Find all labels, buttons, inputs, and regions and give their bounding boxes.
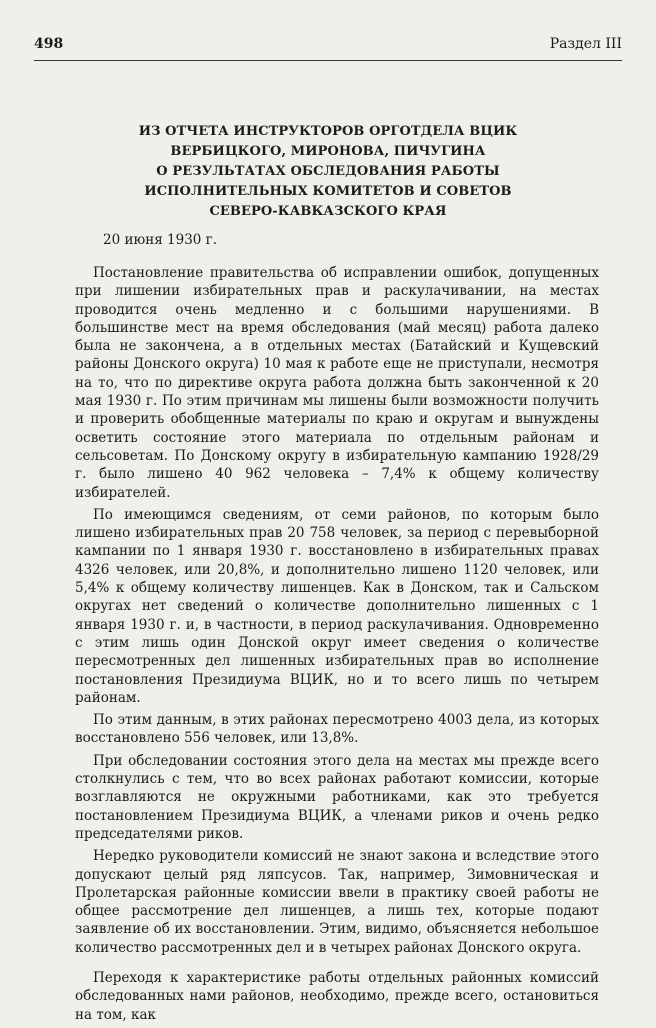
paragraph: По этим данным, в этих районах пересмотрено 4003 дела, из которых восстановлено 556 человек, или 13,8%. <box>75 712 599 747</box>
section-label: Раздел III <box>549 36 622 52</box>
document-body <box>75 264 599 1028</box>
page-number: 498 <box>34 36 64 52</box>
paragraph: Постановление правительства об исправлении ошибок, допущенных при лишении избирательных прав и раскулачивании, на местах проводится очень медленно и с большими нарушениями. В большинстве мест на время обследования (май месяц) работа далеко была не закончена, а в отдельных местах (Батайский и Кущевский районы Донского округа) 10 мая к работе еще не приступали, несмотря на то, что по директиве округа работа должна быть законченной к 20 мая 1930 г. По этим причинам мы лишены были возможности получить и проверить обобщенные материалы по краю и округам и вынуждены осветить состояние этого материала по отдельным районам и сельсоветам. По Донскому округу в избирательную кампанию 1928/29 г. было лишено 40 962 человека – 7,4% к общему количеству избирателей. <box>75 265 599 501</box>
paragraph: Переходя к характеристике работы отдельных районных комиссий обследованных нами районов, необходимо, прежде всего, остановиться на том, как <box>75 969 599 1023</box>
document-title <box>60 122 596 222</box>
title-line: ИЗ ОТЧЕТА ИНСТРУКТОРОВ ОРГОТДЕЛА ВЦИК <box>138 124 518 139</box>
document-date: 20 июня 1930 г. <box>103 232 218 248</box>
title-line: СЕВЕРО-КАВКАЗСКОГО КРАЯ <box>209 204 447 219</box>
page-header <box>34 36 622 56</box>
paragraph: По имеющимся сведениям, от семи районов, по которым было лишено избирательных прав 20 758 человек, за период с перевыборной кампании по 1 января 1930 г. восстановлено в избирательных правах 4326 человек, или 20,8%, и дополнительно лишено 1120 человек, или 5,4% к общему количеству лишенцев. Как в Донском, так и Сальском округах нет сведений о количестве дополнительно лишенных с 1 января 1930 г. и, в частности, в период раскулачивания. Одновременно с этим лишь один Донской округ имеет сведения о количестве пересмотренных дел лишенных избирательных прав во исполнение постановления Президиума ВЦИК, но и то всего лишь по четырем районам. <box>75 506 599 706</box>
paragraph: Нередко руководители комиссий не знают закона и вследствие этого допускают целый ряд ляпсусов. Так, например, Зимовническая и Пролетарская районные комиссии ввели в практику своей работы не общее рассмотрение дел лишенцев, а лишь тех, которые подают заявление об их восстановлении. Этим, видимо, объясняется небольшое количество рассмотренных дел и в четырех районах Донского округа. <box>75 848 599 956</box>
header-rule <box>34 60 622 61</box>
title-line: ИСПОЛНИТЕЛЬНЫХ КОМИТЕТОВ И СОВЕТОВ <box>144 184 512 199</box>
paragraph: При обследовании состояния этого дела на местах мы прежде всего столкнулись с тем, что во всех районах работают комиссии, которые возглавляются не окружными работниками, как это требуется постановлением Президиума ВЦИК, а членами риков и очень редко председателями риков. <box>75 752 599 842</box>
title-line: ВЕРБИЦКОГО, МИРОНОВА, ПИЧУГИНА <box>170 144 486 159</box>
title-line: О РЕЗУЛЬТАТАХ ОБСЛЕДОВАНИЯ РАБОТЫ <box>156 164 500 179</box>
